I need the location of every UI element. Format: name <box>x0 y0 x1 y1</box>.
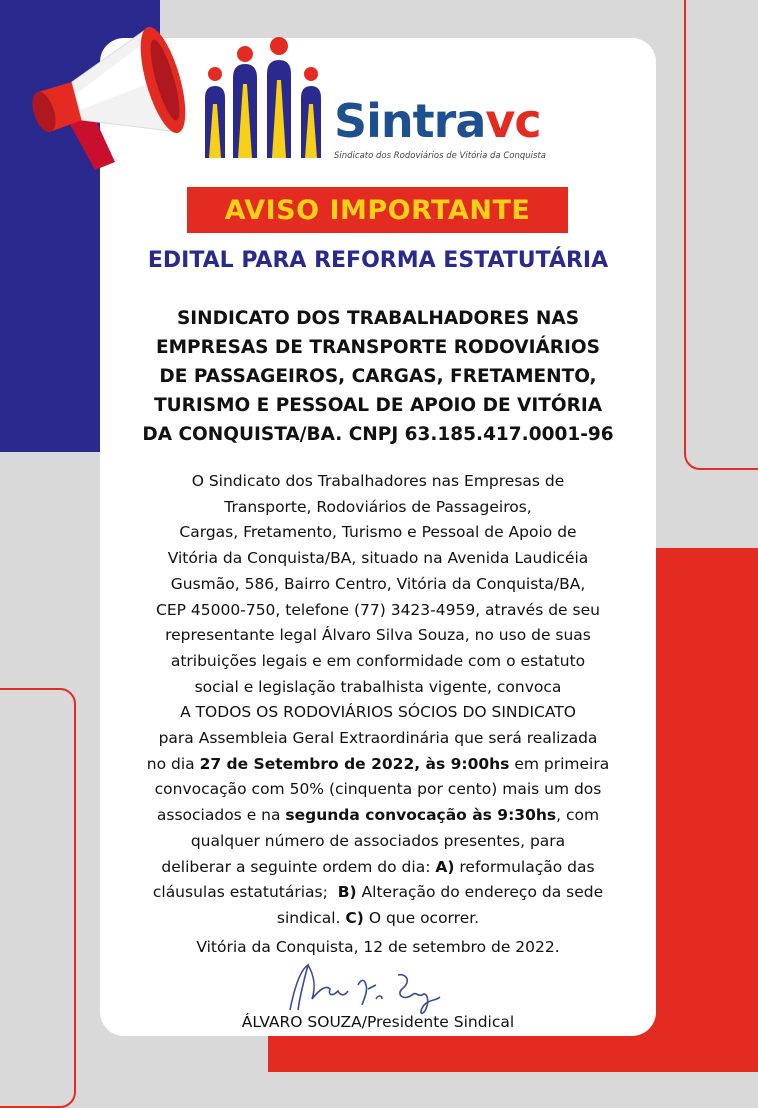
heading-line: EMPRESAS DE TRANSPORTE RODOVIÁRIOS <box>156 337 600 358</box>
megaphone-icon <box>20 20 190 170</box>
meeting-date-bold: 27 de Setembro de 2022, às 9:00hs <box>199 754 510 773</box>
body-line: representante legal Álvaro Silva Souza, no uso de suas <box>165 626 591 645</box>
heading-line: TURISMO E PESSOAL DE APOIO DE VITÓRIA <box>153 395 603 416</box>
agenda-marker-a: A) <box>435 857 455 876</box>
body-line: atribuições legais e em conformidade com o estatuto <box>170 651 586 670</box>
text-segment: no dia <box>146 754 200 773</box>
logo-wordmark-main: Sintra <box>334 94 486 148</box>
body-line-meeting-date <box>100 752 656 778</box>
second-call-bold: segunda convocação às 9:30hs <box>285 806 557 825</box>
body-line-agenda-a <box>100 855 656 881</box>
body-line: Vitória da Conquista/BA, situado na Avenida Laudicéia <box>167 549 589 568</box>
decorative-outline-bottom-left <box>0 688 76 1108</box>
text-segment: , com <box>556 806 600 825</box>
body-line-second-call <box>100 803 656 829</box>
body-line: A TODOS OS RODOVIÁRIOS SÓCIOS DO SINDICATO <box>180 703 576 722</box>
body-line-agenda-b <box>100 880 656 906</box>
agenda-marker-c: C) <box>345 908 364 927</box>
body-line-agenda-c <box>100 906 656 932</box>
body-line: CEP 45000-750, telefone (77) 3423-4959, através de seu <box>156 600 600 619</box>
text-segment: associados e na <box>156 806 286 825</box>
heading-line: DE PASSAGEIROS, CARGAS, FRETAMENTO, <box>159 366 597 387</box>
body-line: Gusmão, 586, Bairro Centro, Vitória da Conquista/BA, <box>170 574 586 593</box>
date-line: Vitória da Conquista, 12 de setembro de 2022. <box>196 938 560 956</box>
text-segment: em primeira <box>509 754 610 773</box>
logo-bars-icon <box>197 34 337 164</box>
text-segment: Alteração do endereço da sede <box>356 883 604 902</box>
important-notice-label: AVISO IMPORTANTE <box>224 194 531 226</box>
signer-name: ÁLVARO SOUZA/Presidente Sindical <box>241 1013 515 1031</box>
text-segment: reformulação das <box>454 857 595 876</box>
body-line: qualquer número de associados presentes, para <box>190 831 566 850</box>
decorative-outline-top-right <box>684 0 758 470</box>
text-segment: sindical. <box>276 908 346 927</box>
body-line: O Sindicato dos Trabalhadores nas Empresas de <box>191 472 565 490</box>
notice-body <box>100 469 656 932</box>
notice-title: EDITAL PARA REFORMA ESTATUTÁRIA <box>147 248 609 273</box>
text-segment: deliberar a seguinte ordem do dia: <box>161 857 436 876</box>
union-heading <box>100 304 656 449</box>
heading-line: SINDICATO DOS TRABALHADORES NAS <box>176 308 580 329</box>
body-line: Cargas, Fretamento, Turismo e Pessoal de Apoio de <box>179 523 577 542</box>
body-line: para Assembleia Geral Extraordinária que será realizada <box>158 729 598 748</box>
logo-wordmark-accent: vc <box>485 94 541 148</box>
heading-line: DA CONQUISTA/BA. CNPJ 63.185.417.0001-96 <box>142 424 614 445</box>
logo-subtitle: Sindicato dos Rodoviários de Vitória da Conquista <box>334 151 546 161</box>
body-line: Transporte, Rodoviários de Passageiros, <box>224 497 532 516</box>
logo-wordmark <box>334 94 541 148</box>
text-segment: cláusulas estatutárias; <box>152 883 338 902</box>
agenda-marker-b: B) <box>337 883 357 902</box>
text-segment: O que ocorrer. <box>363 908 480 927</box>
body-line: convocação com 50% (cinquenta por cento) mais um dos <box>154 780 602 799</box>
important-notice-banner <box>187 187 568 233</box>
body-line: social e legislação trabalhista vigente, convoca <box>194 677 562 696</box>
